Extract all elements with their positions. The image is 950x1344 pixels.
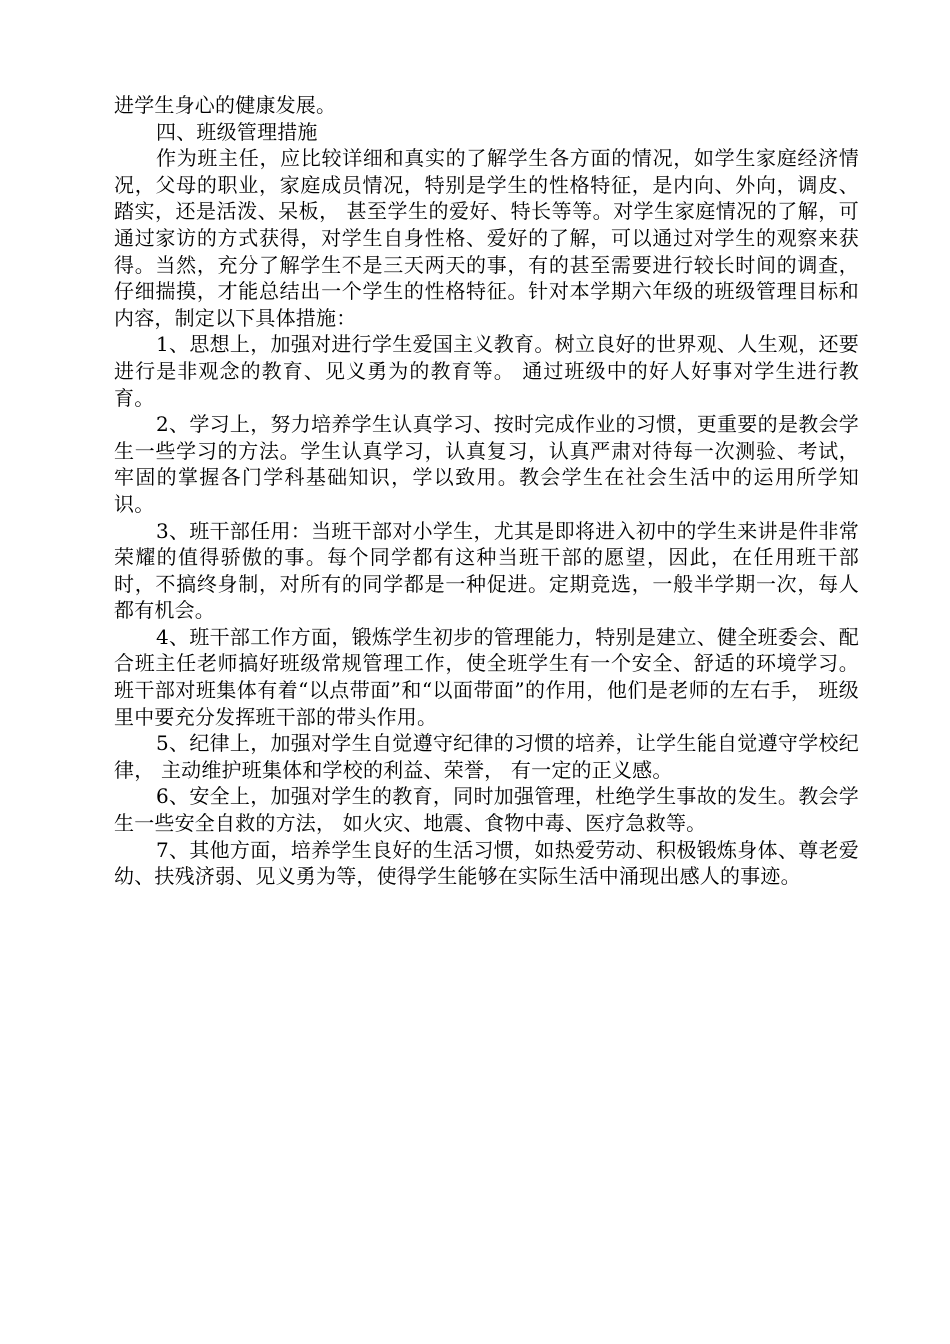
document-page [114,92,859,890]
measure-item-4: 4、班干部工作方面，锻炼学生初步的管理能力，特别是建立、健全班委会、配合班主任老师搞好班级常规管理工作，使全班学生有一个安全、舒适的环境学习。班干部对班集体有着“以点带面”和“以面带面”的作用，他们是老师的左右手， 班级里中要充分发挥班干部的带头作用。 [114,624,859,729]
measure-item-1: 1、思想上，加强对进行学生爱国主义教育。树立良好的世界观、人生观，还要进行是非观念的教育、见义勇为的教育等。 通过班级中的好人好事对学生进行教育。 [114,332,859,410]
measure-item-7: 7、其他方面，培养学生良好的生活习惯，如热爱劳动、积极锻炼身体、尊老爱幼、扶残济弱、见义勇为等，使得学生能够在实际生活中涌现出感人的事迹。 [114,837,859,889]
measure-item-6: 6、安全上，加强对学生的教育，同时加强管理，杜绝学生事故的发生。教会学生一些安全自救的方法， 如火灾、地震、食物中毒、医疗急救等。 [114,784,859,836]
measure-item-3: 3、班干部任用：当班干部对小学生，尤其是即将进入初中的学生来讲是件非常荣耀的值得骄傲的事。每个同学都有这种当班干部的愿望，因此，在任用班干部时，不搞终身制，对所有的同学都是一种促进。定期竞选，一般半学期一次，每人都有机会。 [114,518,859,623]
paragraph-continuation: 进学生身心的健康发展。 [114,93,337,117]
measure-item-5: 5、纪律上，加强对学生自觉遵守纪律的习惯的培养，让学生能自觉遵守学校纪律， 主动维护班集体和学校的利益、荣誉， 有一定的正义感。 [114,731,859,782]
measure-item-2: 2、学习上，努力培养学生认真学习、按时完成作业的习惯，更重要的是教会学生一些学习的方法。学生认真学习，认真复习，认真严肃对待每一次测验、考试，牢固的掌握各门学科基础知识，学以致用。教会学生在社会生活中的运用所学知识。 [114,412,859,516]
paragraph-intro: 作为班主任，应比较详细和真实的了解学生各方面的情况，如学生家庭经济情况，父母的职业，家庭成员情况，特别是学生的性格特征，是内向、外向，调皮、踏实，还是活泼、呆板， 甚至学生的爱好、特长等等。对学生家庭情况的了解，可通过家访的方式获得，对学生自身性格、爱好的了解，可以通过对学生的观察来获得。当然，充分了解学生不是三天两天的事，有的甚至需要进行较长时间的调查，仔细揣摸，才能总结出一个学生的性格特征。针对本学期六年级的班级管理目标和内容，制定以下具体措施： [114,146,859,330]
section-heading: 四、班级管理措施 [156,119,318,144]
